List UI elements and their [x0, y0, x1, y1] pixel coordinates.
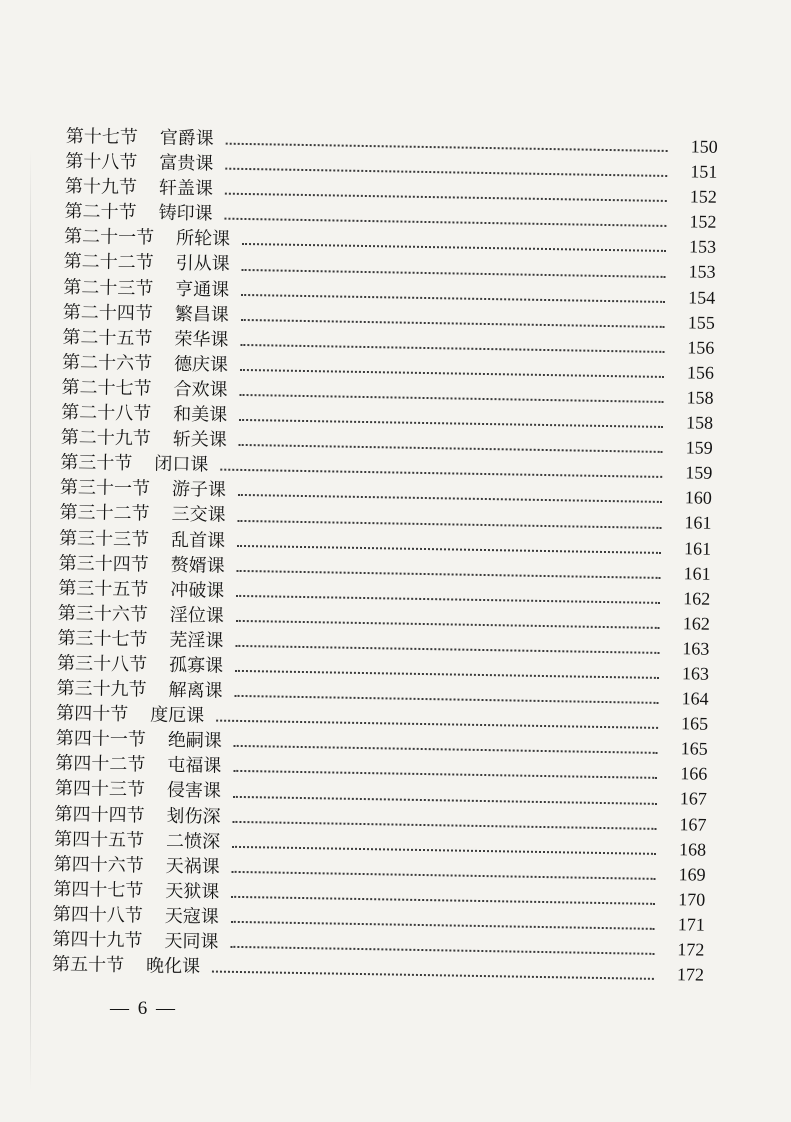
- section-title: 孤寡课: [168, 654, 224, 677]
- section-title: 刬伤深: [166, 805, 221, 828]
- page-number: 158: [685, 412, 714, 433]
- section-label: 第四十五节: [53, 828, 145, 852]
- page-number: 160: [684, 487, 713, 509]
- section-label: 第二十六节: [61, 351, 153, 375]
- section-label: 第二十一节: [63, 226, 155, 249]
- dot-leader: [237, 544, 661, 553]
- section-title: 绝嗣课: [167, 730, 222, 752]
- section-label: 第四十八节: [52, 903, 144, 927]
- section-label: 第二十七节: [61, 376, 152, 400]
- dot-leader: [240, 344, 664, 353]
- page-number: 166: [680, 763, 708, 785]
- dot-leader: [232, 820, 656, 829]
- section-title: 淫位课: [169, 604, 225, 627]
- page-number-footer: — 6 —: [110, 998, 177, 1019]
- page-number: 153: [688, 236, 717, 258]
- section-title: 所轮课: [175, 228, 231, 251]
- section-title: 官爵课: [159, 127, 214, 150]
- section-title: 富贵课: [159, 152, 214, 175]
- dot-leader: [237, 519, 661, 528]
- section-title: 德庆课: [173, 353, 229, 376]
- dot-leader: [233, 770, 657, 779]
- dot-leader: [231, 921, 655, 930]
- page-number: 151: [690, 161, 718, 182]
- dot-leader: [232, 871, 656, 880]
- section-title: 天祸课: [165, 855, 220, 878]
- section-label: 第四十四节: [54, 803, 145, 826]
- section-title: 乱首课: [170, 529, 226, 552]
- dot-leader: [225, 168, 667, 177]
- dot-leader: [235, 645, 659, 654]
- dot-leader: [216, 720, 658, 729]
- page-number: 153: [688, 261, 716, 283]
- section-title: 赘婿课: [170, 554, 225, 577]
- page-number: 152: [689, 186, 718, 207]
- dot-leader: [220, 469, 662, 478]
- section-title: 晚化课: [145, 955, 201, 978]
- section-label: 第四十一节: [55, 728, 146, 751]
- dot-leader: [238, 494, 662, 503]
- dot-leader: [234, 745, 658, 754]
- dot-leader: [240, 394, 664, 403]
- section-label: 第四十九节: [52, 928, 143, 952]
- dot-leader: [242, 243, 666, 252]
- section-label: 第三十一节: [59, 477, 151, 500]
- page-number: 150: [690, 136, 718, 157]
- dot-leader: [240, 369, 664, 378]
- page-number: 172: [676, 964, 705, 985]
- dot-leader: [242, 268, 666, 277]
- page-number: 159: [685, 437, 713, 458]
- dot-leader: [233, 795, 657, 804]
- section-title: 合欢课: [173, 378, 228, 401]
- dot-leader: [226, 143, 668, 152]
- section-label: 第三十九节: [56, 677, 147, 701]
- dot-leader: [239, 419, 663, 428]
- section-label: 第四十三节: [54, 778, 146, 801]
- dot-leader: [224, 218, 666, 227]
- section-title: 芜淫课: [169, 629, 224, 652]
- section-label: 第十九节: [64, 176, 138, 199]
- section-title: 侵害课: [166, 780, 222, 803]
- section-title: 二愤深: [165, 830, 221, 853]
- section-title: 天狱课: [165, 880, 220, 903]
- dot-leader: [235, 670, 659, 679]
- dot-leader: [225, 193, 667, 202]
- page-number: 164: [681, 688, 709, 709]
- section-label: 第四十二节: [55, 753, 146, 776]
- section-title: 度厄课: [150, 704, 205, 727]
- page-number: 161: [683, 537, 712, 559]
- section-title: 天同课: [164, 930, 219, 953]
- page-number: 167: [679, 813, 707, 835]
- page-number: 162: [683, 587, 711, 609]
- page-number: 165: [680, 738, 708, 759]
- dot-leader: [241, 319, 665, 328]
- section-label: 第十八节: [65, 151, 138, 174]
- section-title: 三交课: [171, 504, 226, 527]
- page-number: 161: [683, 562, 711, 584]
- section-label: 第三十八节: [56, 652, 148, 676]
- section-label: 第四十节: [56, 703, 129, 726]
- section-title: 游子课: [171, 479, 227, 502]
- page-number: 169: [678, 863, 706, 885]
- dot-leader: [236, 595, 660, 604]
- page-number: 171: [677, 914, 705, 935]
- page-number: 156: [687, 337, 715, 358]
- section-title: 闭口课: [154, 453, 209, 476]
- page-number: 163: [681, 663, 710, 684]
- section-label: 第三十节: [60, 452, 133, 475]
- section-label: 第三十二节: [59, 502, 150, 525]
- dot-leader: [236, 620, 660, 629]
- section-title: 引从课: [175, 253, 230, 276]
- dot-leader: [212, 971, 654, 980]
- section-label: 第三十三节: [58, 527, 150, 550]
- binding-shadow: [30, 150, 31, 1090]
- page-number: 163: [682, 638, 710, 659]
- section-label: 第二十九节: [60, 427, 151, 450]
- page-number: 155: [687, 311, 715, 333]
- section-title: 铸印课: [158, 202, 213, 225]
- section-label: 第二十节: [64, 201, 137, 224]
- section-label: 第五十节: [51, 953, 125, 977]
- section-title: 解离课: [168, 679, 223, 702]
- section-title: 屯福课: [167, 755, 222, 778]
- section-label: 第三十六节: [57, 602, 149, 626]
- page-number: 156: [686, 362, 715, 383]
- section-label: 第二十八节: [61, 401, 152, 425]
- section-title: 繁昌课: [174, 303, 230, 326]
- section-label: 第四十七节: [53, 878, 144, 902]
- dot-leader: [235, 695, 659, 704]
- page-number: 170: [678, 889, 706, 910]
- dot-leader: [230, 946, 654, 955]
- section-label: 第十七节: [65, 125, 138, 149]
- dot-leader: [241, 294, 665, 303]
- dot-leader: [231, 896, 655, 905]
- section-title: 斩关课: [172, 428, 227, 451]
- page-number: 165: [680, 713, 709, 734]
- section-label: 第三十四节: [58, 552, 149, 576]
- dot-leader: [232, 846, 656, 855]
- section-label: 第二十二节: [63, 251, 154, 274]
- dot-leader: [239, 444, 663, 453]
- page-number: 172: [677, 939, 705, 960]
- dot-leader: [237, 570, 661, 579]
- section-title: 荣华课: [174, 328, 229, 351]
- page-number: 152: [689, 211, 717, 233]
- section-label: 第四十六节: [53, 853, 144, 877]
- section-label: 第二十三节: [63, 276, 154, 300]
- page-number: 161: [684, 512, 712, 534]
- section-title: 冲破课: [170, 579, 225, 602]
- section-label: 第二十五节: [62, 326, 153, 350]
- section-title: 轩盖课: [158, 177, 214, 200]
- section-label: 第三十五节: [58, 577, 149, 601]
- section-title: 天寇课: [164, 905, 220, 928]
- page-number: 168: [678, 838, 707, 860]
- page-number: 158: [686, 387, 714, 408]
- section-label: 第二十四节: [62, 301, 154, 325]
- table-of-contents: [52, 124, 718, 988]
- page-number: 159: [685, 462, 713, 483]
- page-number: 167: [679, 788, 708, 810]
- section-title: 和美课: [173, 403, 228, 426]
- page-number: 162: [682, 613, 710, 634]
- section-label: 第三十七节: [57, 627, 148, 651]
- section-title: 亨通课: [175, 278, 230, 301]
- page-number: 154: [688, 286, 716, 308]
